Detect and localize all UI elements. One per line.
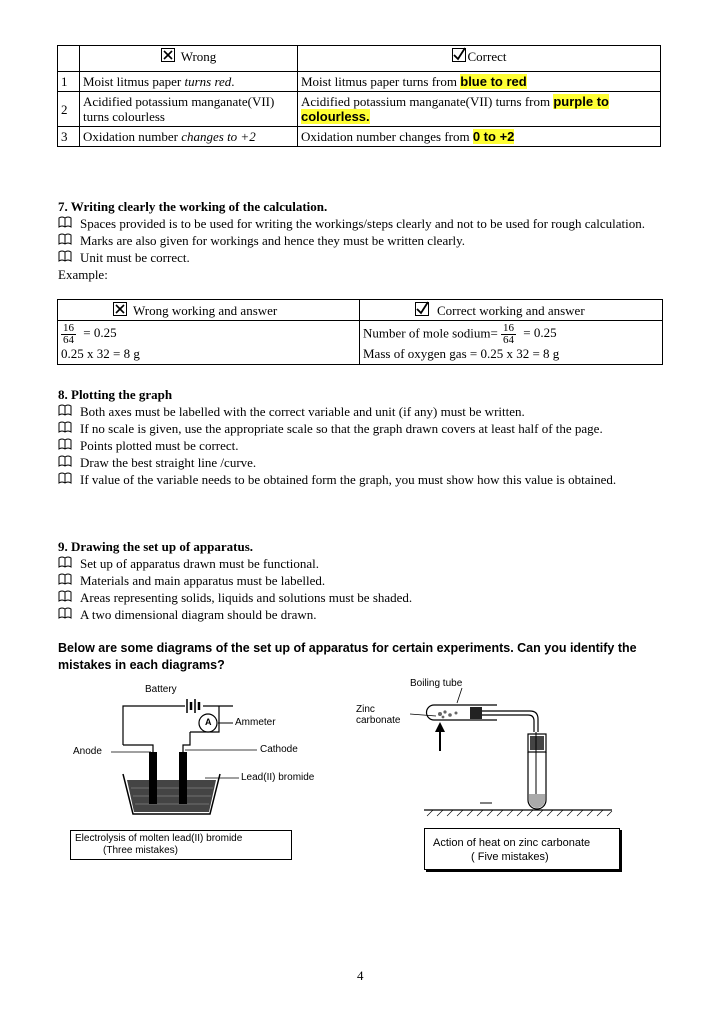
- table-row: $\frac{16}{64}$ = 0.25 0.25 x 32 = 8 g Number of mole sodium= $\frac{16}{64}$ = 0.25 Mass of oxygen gas = 0.25 x 32 = 8 g: [58, 321, 663, 365]
- book-bullet-icon: [58, 472, 72, 484]
- ammeter-symbol: A: [205, 717, 212, 727]
- anode-label: Anode: [73, 746, 102, 757]
- section-8: [58, 386, 658, 488]
- list-item: Draw the best straight line /curve.: [58, 454, 658, 471]
- book-bullet-icon: [58, 438, 72, 450]
- table-row: 2 Acidified potassium manganate(VII) turns colourless Acidified potassium manganate(VII) turns from purple to colourless.: [58, 92, 661, 127]
- list-item: Materials and main apparatus must be labelled.: [58, 572, 658, 589]
- electrolysis-diagram: [65, 682, 365, 862]
- table-row: 1 Moist litmus paper turns red. Moist litmus paper turns from blue to red: [58, 72, 661, 92]
- list-item: Set up of apparatus drawn must be functional.: [58, 555, 658, 572]
- comparison-table: [57, 45, 661, 147]
- list-item: Unit must be correct.: [58, 249, 658, 266]
- book-bullet-icon: [58, 233, 72, 245]
- fraction: $\frac{16}{64}$: [503, 322, 515, 346]
- heat-apparatus-drawing: [352, 676, 652, 821]
- section-8-heading: 8. Plotting the graph: [58, 387, 173, 402]
- wrong-box-icon: [113, 302, 127, 316]
- book-bullet-icon: [58, 607, 72, 619]
- heat-caption: Action of heat on zinc carbonate ( Five mistakes): [424, 828, 620, 870]
- heat-diagram: [352, 676, 652, 876]
- table-header-row: [58, 46, 661, 72]
- header-wrong: Wrong: [80, 46, 298, 72]
- list-item: A two dimensional diagram should be drawn.: [58, 606, 658, 623]
- book-bullet-icon: [58, 216, 72, 228]
- electrolysis-caption: Electrolysis of molten lead(II) bromide (Three mistakes): [70, 830, 292, 860]
- list-item: If no scale is given, use the appropriate scale so that the graph drawn covers at least half of the page.: [58, 420, 658, 437]
- ammeter-label: Ammeter: [235, 717, 276, 728]
- header-correct: Correct: [298, 46, 661, 72]
- book-bullet-icon: [58, 404, 72, 416]
- list-item: Both axes must be labelled with the correct variable and unit (if any) must be written.: [58, 403, 658, 420]
- section-7-heading: 7. Writing clearly the working of the calculation.: [58, 199, 328, 214]
- book-bullet-icon: [58, 556, 72, 568]
- section-9: [58, 538, 658, 623]
- book-bullet-icon: [58, 250, 72, 262]
- working-table: [57, 299, 663, 365]
- question-text: Below are some diagrams of the set up of apparatus for certain experiments. Can you identify the mistakes in each diagrams?: [58, 641, 637, 672]
- electrolysis-drawing: [65, 682, 365, 817]
- lead-bromide-label: Lead(II) bromide: [241, 772, 315, 783]
- boiling-tube-label: Boiling tube: [410, 678, 463, 689]
- wrong-box-icon: [161, 48, 175, 62]
- list-item: Points plotted must be correct.: [58, 437, 658, 454]
- book-bullet-icon: [58, 573, 72, 585]
- section-7: [58, 198, 658, 283]
- list-item: If value of the variable needs to be obtained form the graph, you must show how this value is obtained.: [58, 471, 658, 488]
- check-box-icon: [452, 48, 466, 62]
- check-box-icon: [415, 302, 429, 316]
- list-item: Marks are also given for workings and hence they must be written clearly.: [58, 232, 658, 249]
- section-9-heading: 9. Drawing the set up of apparatus.: [58, 539, 254, 554]
- book-bullet-icon: [58, 455, 72, 467]
- table-row: 3 Oxidation number changes to +2 Oxidation number changes from 0 to +2: [58, 127, 661, 147]
- page-number: 4: [357, 968, 364, 983]
- battery-label: Battery: [145, 684, 177, 695]
- example-label: Example:: [58, 267, 108, 282]
- list-item: Areas representing solids, liquids and solutions must be shaded.: [58, 589, 658, 606]
- book-bullet-icon: [58, 590, 72, 602]
- table-header-row: Wrong working and answer Correct working and answer: [58, 300, 663, 321]
- list-item: Spaces provided is to be used for writing the workings/steps clearly and not to be used for rough calculation.: [58, 215, 658, 232]
- zinc-carbonate-label: Zinc carbonate: [356, 704, 401, 726]
- book-bullet-icon: [58, 421, 72, 433]
- fraction: $\frac{16}{64}$: [63, 322, 74, 346]
- cathode-label: Cathode: [260, 744, 298, 755]
